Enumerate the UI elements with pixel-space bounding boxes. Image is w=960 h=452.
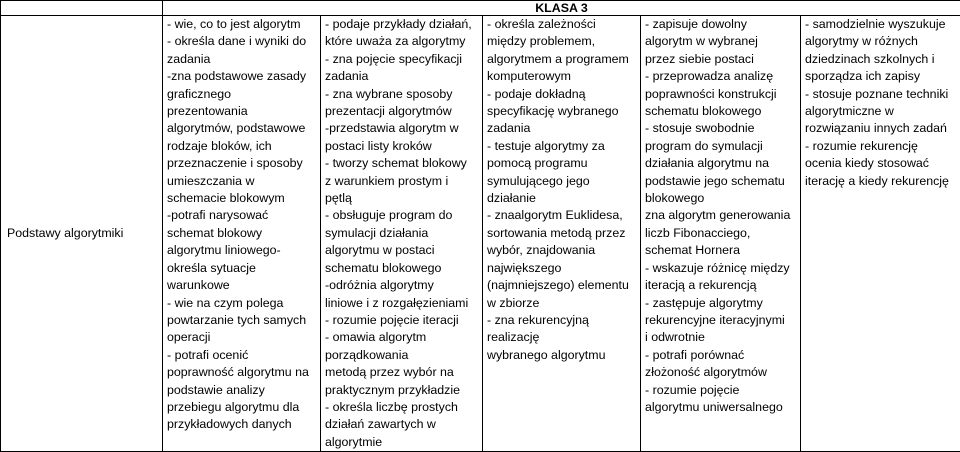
criteria-line: poprawności konstrukcji bbox=[645, 86, 796, 103]
criteria-line: podstawie analizy bbox=[167, 382, 316, 399]
criteria-line: ocenia kiedy stosować bbox=[805, 155, 956, 172]
criteria-line: symulującego jego bbox=[487, 173, 636, 190]
criteria-line: symulacji działania bbox=[325, 225, 478, 242]
criteria-line: algorytmiczne w bbox=[805, 103, 956, 120]
criteria-line: - rozumie rekurencję bbox=[805, 138, 956, 155]
criteria-line: z warunkiem prostym i bbox=[325, 173, 478, 190]
criteria-line: - testuje algorytmy za bbox=[487, 138, 636, 155]
criteria-line: graficznego bbox=[167, 86, 316, 103]
criteria-line: w zbiorze bbox=[487, 295, 636, 312]
criteria-line: poprawność algorytmu na bbox=[167, 364, 316, 381]
criteria-line: - przeprowadza analizę bbox=[645, 68, 796, 85]
criteria-line: - wie, co to jest algorytm bbox=[167, 16, 316, 33]
criteria-line: zna algorytm generowania bbox=[645, 207, 796, 224]
criteria-line: wybór, znajdowania bbox=[487, 242, 636, 259]
criteria-line: największego bbox=[487, 260, 636, 277]
criteria-line: między problemem, bbox=[487, 33, 636, 50]
criteria-line: przebiegu algorytmu dla bbox=[167, 399, 316, 416]
criteria-line: - zastępuje algorytmy bbox=[645, 295, 796, 312]
criteria-line: złożoność algorytmów bbox=[645, 364, 796, 381]
criteria-row bbox=[1, 16, 960, 452]
criteria-line: -odróżnia algorytmy bbox=[325, 277, 478, 294]
criteria-column-1 bbox=[163, 16, 321, 452]
criteria-line: iterację a kiedy rekurencję bbox=[805, 173, 956, 190]
criteria-line: określa sytuacje bbox=[167, 260, 316, 277]
criteria-line: schemat blokowy bbox=[167, 225, 316, 242]
criteria-column-2 bbox=[321, 16, 483, 452]
criteria-line: pętlą bbox=[325, 190, 478, 207]
criteria-line: komputerowym bbox=[487, 68, 636, 85]
criteria-line: program do symulacji bbox=[645, 138, 796, 155]
criteria-line: - wie na czym polega bbox=[167, 295, 316, 312]
criteria-line: dziedzinach szkolnych i bbox=[805, 51, 956, 68]
criteria-line: rekurencyjne iteracyjnymi bbox=[645, 312, 796, 329]
criteria-line: schematu blokowego bbox=[645, 103, 796, 120]
criteria-line: działań zawartych w bbox=[325, 416, 478, 433]
criteria-line: - zapisuje dowolny bbox=[645, 16, 796, 33]
criteria-line: metodą przez wybór na bbox=[325, 364, 478, 381]
criteria-column-3 bbox=[483, 16, 641, 452]
criteria-line: rozwiązaniu innych zadań bbox=[805, 120, 956, 137]
criteria-line: zadania bbox=[167, 51, 316, 68]
criteria-line: przykładowych danych bbox=[167, 416, 316, 433]
criteria-line: - tworzy schemat blokowy bbox=[325, 155, 478, 172]
criteria-line: schematu blokowego bbox=[325, 260, 478, 277]
criteria-line: wybranego algorytmu bbox=[487, 347, 636, 364]
header-empty-cell bbox=[1, 1, 163, 16]
criteria-line: warunkowe bbox=[167, 277, 316, 294]
criteria-line: schemacie blokowym bbox=[167, 190, 316, 207]
criteria-line: (najmniejszego) elementu bbox=[487, 277, 636, 294]
criteria-line: realizację bbox=[487, 329, 636, 346]
criteria-line: algorytmie bbox=[325, 434, 478, 451]
criteria-line: algorytmy w różnych bbox=[805, 33, 956, 50]
criteria-line: - znaalgorytm Euklidesa, bbox=[487, 207, 636, 224]
criteria-line: -potrafi narysować bbox=[167, 207, 316, 224]
criteria-line: porządkowania bbox=[325, 347, 478, 364]
criteria-line: powtarzanie tych samych bbox=[167, 312, 316, 329]
criteria-line: przeznaczenie i sposoby bbox=[167, 155, 316, 172]
criteria-line: - zna rekurencyjną bbox=[487, 312, 636, 329]
criteria-line: postaci listy kroków bbox=[325, 138, 478, 155]
criteria-line: pomocą programu bbox=[487, 155, 636, 172]
criteria-line: - zna wybrane sposoby bbox=[325, 86, 478, 103]
criteria-line: algorytmem a programem bbox=[487, 51, 636, 68]
criteria-line: algorytmu uniwersalnego bbox=[645, 399, 796, 416]
criteria-line: - stosuje poznane techniki bbox=[805, 86, 956, 103]
criteria-line: - rozumie pojęcie bbox=[645, 382, 796, 399]
criteria-line: - rozumie pojęcie iteracji bbox=[325, 312, 478, 329]
criteria-line: - określa liczbę prostych bbox=[325, 399, 478, 416]
criteria-line: - stosuje swobodnie bbox=[645, 120, 796, 137]
criteria-line: -zna podstawowe zasady bbox=[167, 68, 316, 85]
criteria-line: sortowania metodą przez bbox=[487, 225, 636, 242]
topic-cell: Podstawy algorytmiki bbox=[1, 16, 163, 452]
criteria-line: przez siebie postaci bbox=[645, 51, 796, 68]
criteria-line: - obsługuje program do bbox=[325, 207, 478, 224]
criteria-line: - zna pojęcie specyfikacji bbox=[325, 51, 478, 68]
criteria-line: - określa dane i wyniki do bbox=[167, 33, 316, 50]
criteria-line: działania algorytmu na bbox=[645, 155, 796, 172]
criteria-line: prezentowania bbox=[167, 103, 316, 120]
criteria-line: - podaje przykłady działań, bbox=[325, 16, 478, 33]
criteria-column-4 bbox=[641, 16, 801, 452]
criteria-line: - samodzielnie wyszukuje bbox=[805, 16, 956, 33]
criteria-line: i odwrotnie bbox=[645, 329, 796, 346]
criteria-line: specyfikację wybranego bbox=[487, 103, 636, 120]
criteria-line: - wskazuje różnicę między bbox=[645, 260, 796, 277]
criteria-line: algorytmów, podstawowe bbox=[167, 120, 316, 137]
criteria-line: prezentacji algorytmów bbox=[325, 103, 478, 120]
criteria-line: zadania bbox=[487, 120, 636, 137]
criteria-line: schemat Hornera bbox=[645, 242, 796, 259]
criteria-line: które uważa za algorytmy bbox=[325, 33, 478, 50]
criteria-line: algorytmu w postaci bbox=[325, 242, 478, 259]
criteria-line: sporządza ich zapisy bbox=[805, 68, 956, 85]
criteria-line: działanie bbox=[487, 190, 636, 207]
criteria-line: - podaje dokładną bbox=[487, 86, 636, 103]
criteria-line: rodzaje bloków, ich bbox=[167, 138, 316, 155]
criteria-line: umieszczania w bbox=[167, 173, 316, 190]
criteria-line: blokowego bbox=[645, 190, 796, 207]
criteria-line: operacji bbox=[167, 329, 316, 346]
header-row bbox=[1, 1, 960, 16]
criteria-line: - potrafi porównać bbox=[645, 347, 796, 364]
criteria-line: praktycznym przykładzie bbox=[325, 382, 478, 399]
class-title: KLASA 3 bbox=[163, 1, 960, 16]
criteria-line: - potrafi ocenić bbox=[167, 347, 316, 364]
criteria-line: -przedstawia algorytm w bbox=[325, 120, 478, 137]
criteria-line: podstawie jego schematu bbox=[645, 173, 796, 190]
criteria-line: iteracją a rekurencją bbox=[645, 277, 796, 294]
criteria-line: zadania bbox=[325, 68, 478, 85]
criteria-column-5 bbox=[801, 16, 960, 452]
criteria-line: algorytm w wybranej bbox=[645, 33, 796, 50]
criteria-line: liczb Fibonacciego, bbox=[645, 225, 796, 242]
criteria-line: - omawia algorytm bbox=[325, 329, 478, 346]
criteria-line: algorytmu liniowego- bbox=[167, 242, 316, 259]
criteria-line: - określa zależności bbox=[487, 16, 636, 33]
criteria-line: liniowe i z rozgałęzieniami bbox=[325, 295, 478, 312]
